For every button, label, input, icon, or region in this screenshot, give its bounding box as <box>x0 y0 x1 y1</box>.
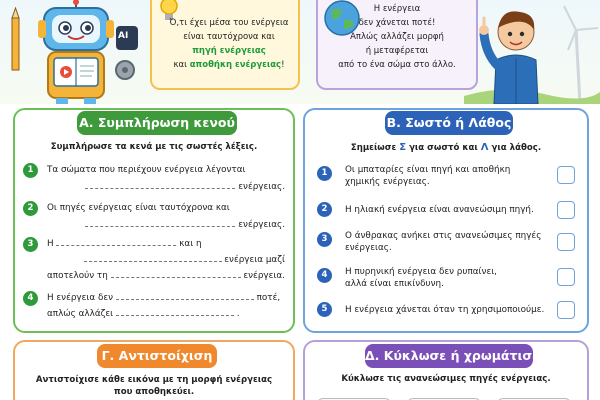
section-d-instruction: Κύκλωσε τις ανανεώσιμες πηγές ενέργειας. <box>341 374 551 384</box>
answer-checkbox[interactable] <box>557 166 575 184</box>
tf-item-4: 4 Η πυρηνική ενέργεια δεν ρυπαίνει, αλλά είναι επικίνδυνη. <box>317 266 579 292</box>
blank-input[interactable] <box>56 236 176 246</box>
info-card-energy-source <box>150 0 300 90</box>
section-d-title: Δ. Κύκλωσε ή χρωμάτισε <box>365 344 533 368</box>
section-true-false <box>303 108 589 333</box>
blank-input[interactable] <box>116 290 254 300</box>
tf-item-2: 2 Η ηλιακή ενέργεια είναι ανανεώσιμη πηγή. <box>317 202 579 222</box>
item-number: 4 <box>23 291 38 306</box>
fill-item-2: 2 Οι πηγές ενέργειας είναι ταυτόχρονα και ενέργειας. <box>23 200 285 234</box>
blank-input[interactable] <box>85 217 235 227</box>
section-a-title: Α. Συμπλήρωση κενού <box>77 111 237 135</box>
section-b-title: Β. Σωστό ή Λάθος <box>385 111 513 135</box>
section-fill-blanks <box>13 108 295 333</box>
blank-input[interactable] <box>111 268 241 278</box>
answer-checkbox[interactable] <box>557 301 575 319</box>
section-c-title: Γ. Αντιστοίχιση <box>97 344 217 368</box>
blank-input[interactable] <box>116 306 234 316</box>
robot-mascot-icon <box>4 0 142 104</box>
robot-ai-badge: AI <box>118 31 129 41</box>
item-number: 3 <box>317 232 332 247</box>
item-number: 1 <box>317 166 332 181</box>
item-number: 2 <box>23 201 38 216</box>
item-number: 3 <box>23 237 38 252</box>
section-a-instruction: Συμπλήρωσε τα κενά με τις σωστές λέξεις. <box>50 142 258 152</box>
fill-item-3: 3 Η και η ενέργεια μαζί αποτελούν τη ενέργεια. <box>23 236 285 286</box>
answer-checkbox[interactable] <box>557 201 575 219</box>
section-circle-or-color <box>303 340 589 400</box>
tf-item-3: 3 Ο άνθρακας ανήκει στις ανανεώσιμες πηγές ενέργειας. <box>317 230 579 256</box>
info-text-energy-source: Ό,τι έχει μέσα του ενέργεια είναι ταυτόχρονα και πηγή ενέργειας και αποθήκη ενέργειας! <box>169 18 289 70</box>
answer-checkbox[interactable] <box>557 233 575 251</box>
item-number: 5 <box>317 302 332 317</box>
info-text-energy-conservation: Η ενέργεια δεν χάνεται ποτέ! Απλώς αλλάζει μορφή ή μεταφέρεται από το ένα σώμα στο άλλο. <box>338 4 456 70</box>
answer-checkbox[interactable] <box>557 268 575 286</box>
section-matching <box>13 340 295 400</box>
fill-item-4: 4 Η ενέργεια δεν ποτέ, απλώς αλλάζει . <box>23 290 285 324</box>
section-c-instruction: Αντιστοίχισε κάθε εικόνα με τη μορφή ενέργειας που αποθηκεύει. <box>35 375 273 397</box>
section-b-instruction: Σημείωσε Σ για σωστό και Λ για λάθος. <box>350 142 542 153</box>
tf-item-1: 1 Οι μπαταρίες είναι πηγή και αποθήκη χημικής ενέργειας. <box>317 164 579 190</box>
item-number: 1 <box>23 163 38 178</box>
tf-item-5: 5 Η ενέργεια χάνεται όταν τη χρησιμοποιούμε. <box>317 302 579 322</box>
item-number: 4 <box>317 268 332 283</box>
blank-input[interactable] <box>85 179 235 189</box>
fill-item-1: 1 Τα σώματα που περιέχουν ενέργεια λέγονται ενέργειας. <box>23 162 285 196</box>
boy-with-wind-turbine-icon <box>464 0 600 104</box>
header-banner <box>0 0 600 104</box>
item-number: 2 <box>317 202 332 217</box>
blank-input[interactable] <box>84 252 222 262</box>
